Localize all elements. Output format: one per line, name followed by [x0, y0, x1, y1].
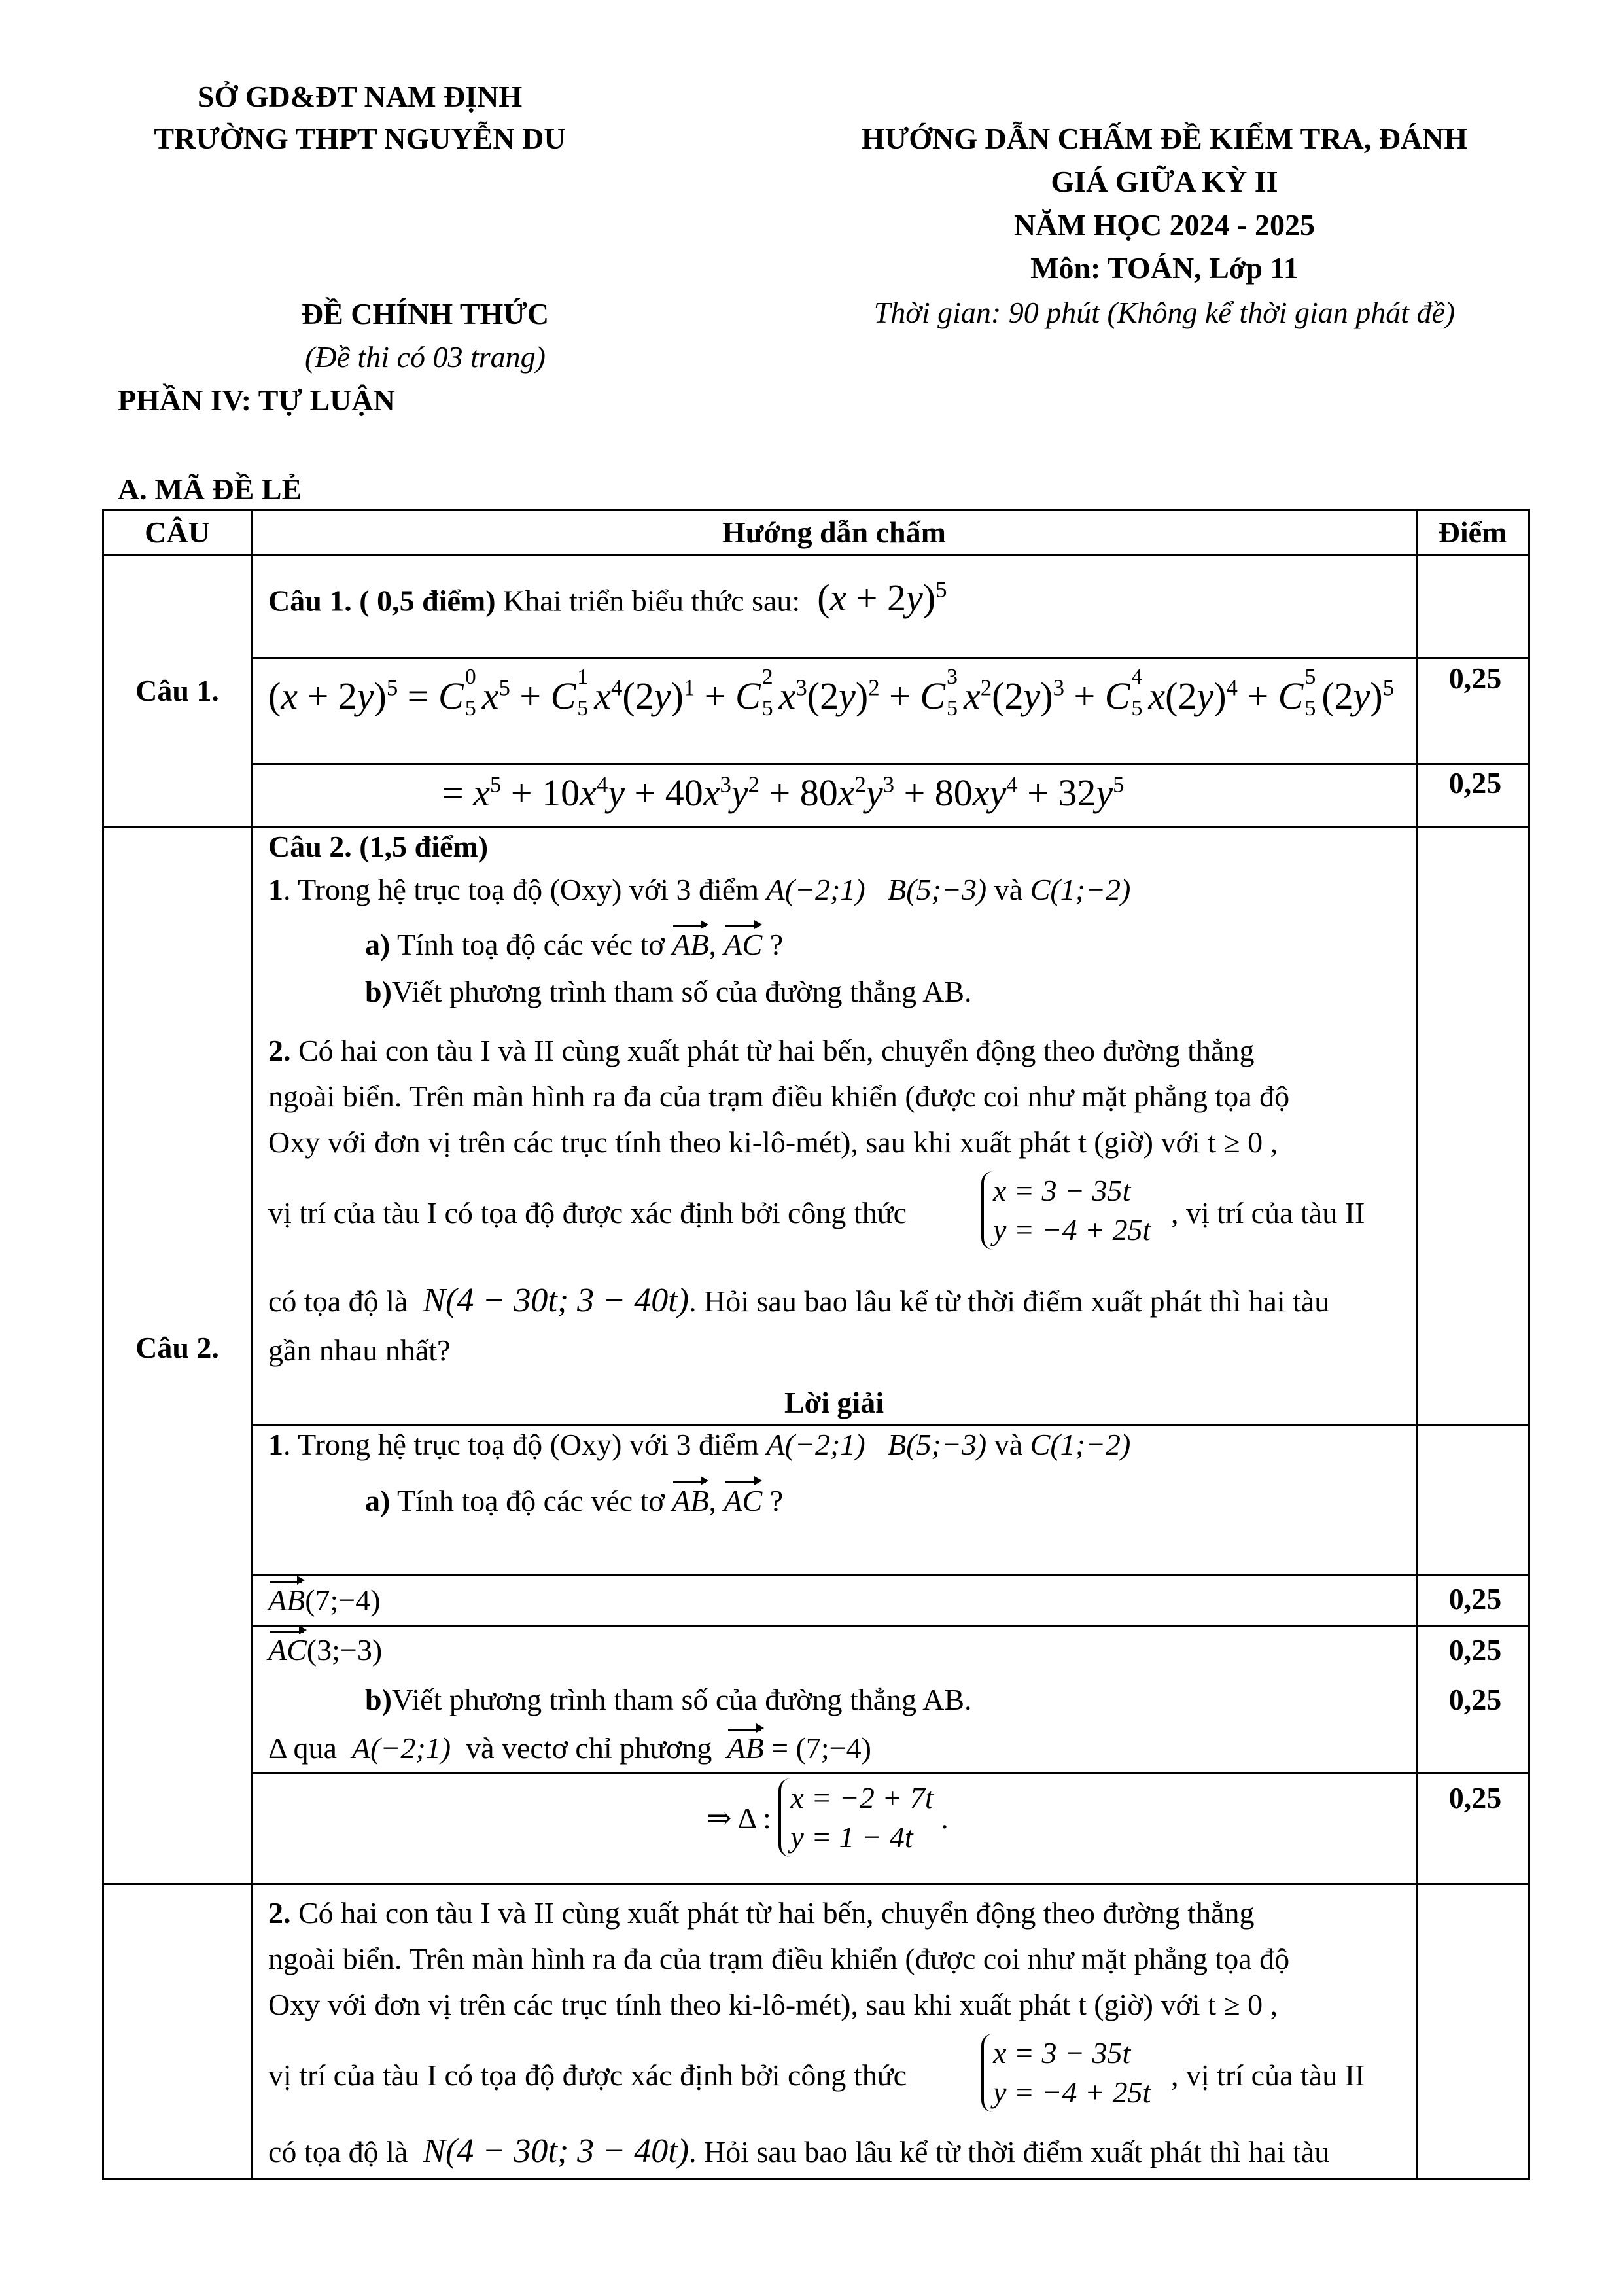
- pages-note: (Đề thi có 03 trang): [305, 340, 546, 374]
- part-title: PHẦN IV: TỰ LUẬN: [118, 383, 395, 417]
- q1-expression: $(x + 2y)^5$: [807, 576, 947, 620]
- q2-part2-line4a: vị trí của tàu I có tọa độ được xác định bởi công thức: [268, 1196, 907, 1229]
- q1-title: [268, 569, 947, 622]
- ship-i-system: [981, 1171, 1151, 1250]
- q1-title-text: Khai triển biểu thức sau:: [495, 584, 801, 618]
- q1-score-2: 0,25: [1448, 766, 1502, 800]
- delta-dot: .: [941, 1801, 949, 1835]
- q2-part2-line1-text: Có hai con tàu I và II cùng xuất phát từ hai bến, chuyển động theo đường thẳng: [290, 1034, 1255, 1067]
- sol-part2-line4a: vị trí của tàu I có tọa độ được xác định bởi công thức: [268, 2058, 907, 2092]
- sol-ship-ii-position: N(4 − 30t; 3 − 40t): [423, 2132, 689, 2170]
- sol-part2-line5b: . Hỏi sau bao lâu kể từ thời điểm xuất phát thì hai tàu: [689, 2135, 1330, 2168]
- and-word: và: [994, 873, 1023, 906]
- sol-point-c: C(1;−2): [1030, 1428, 1131, 1461]
- sol-point-b: B(5;−3): [888, 1428, 987, 1461]
- sol-b-label: b): [365, 1683, 392, 1716]
- vector-ab: AB: [672, 924, 708, 966]
- sol-part1-text: . Trong hệ trục toạ độ (Oxy) với 3 điểm: [283, 1428, 759, 1461]
- q2-part2-line4b: , vị trí của tàu II: [1171, 1196, 1365, 1229]
- score-ac: 0,25: [1448, 1633, 1502, 1667]
- line-delta-description: [268, 1727, 871, 1769]
- doc-title-line1: HƯỚNG DẪN CHẤM ĐỀ KIỂM TRA, ĐÁNH: [861, 122, 1468, 155]
- q2-part2-line3: Oxy với đơn vị trên các trục tính theo ki-lô-mét), sau khi xuất phát t (giờ) với t ≥ 0 ,: [268, 1125, 1278, 1159]
- sol-part2-line2: ngoài biển. Trên màn hình ra đa của trạm điều khiển (được coi như mặt phẳng tọa độ: [268, 1942, 1290, 1975]
- q2-part2-line5a: có tọa độ là: [268, 1284, 408, 1318]
- sol-vector-ab: AB: [672, 1480, 708, 1522]
- sol-part2-line1: [268, 1892, 1255, 1934]
- sol-part1-num: 1: [268, 1428, 283, 1461]
- department-name: SỞ GD&ĐT NAM ĐỊNH: [197, 80, 523, 113]
- vector-ac: AC: [724, 924, 762, 966]
- score-delta: 0,25: [1448, 1781, 1502, 1814]
- school-year: NĂM HỌC 2024 - 2025: [1014, 208, 1315, 241]
- solution-heading: Lời giải: [784, 1386, 884, 1419]
- line-delta-parametric: [707, 1778, 949, 1857]
- q2-part1b: [365, 971, 972, 1013]
- point-a: A(−2;1): [766, 873, 865, 906]
- q1-binomial-expansion: $(x + 2y)^5 = C$ 0 5 $x^5 + C$ 1 5 $x^4(2y)^1 + C$ 2 5 $x^3(2y)^2 + C$ 3 5 $x^2(2y)^3 + C$ 4 5 $x(2y)^4 + C$ 5 5 $(2y)^5$: [268, 665, 1395, 720]
- score-ab: 0,25: [1448, 1582, 1502, 1616]
- q1-score-1: 0,25: [1448, 662, 1502, 695]
- q2-part2-line5: [268, 1280, 1329, 1322]
- ship-i-y: y = −4 + 25t: [993, 1213, 1151, 1246]
- q2-part2-line2: ngoài biển. Trên màn hình ra đa của trạm điều khiển (được coi như mặt phẳng tọa độ: [268, 1080, 1290, 1113]
- q2-part2-line1: [268, 1030, 1255, 1072]
- vector-ab-result: [268, 1580, 381, 1621]
- implies-delta: ⇒ Δ :: [707, 1801, 771, 1835]
- section-title: A. MÃ ĐỀ LẺ: [118, 472, 302, 506]
- doc-title-line2: GIÁ GIỮA KỲ II: [1051, 165, 1278, 198]
- sol-part2-num: 2.: [268, 1896, 291, 1930]
- q2-b-label: b): [365, 975, 392, 1008]
- sol-ship-i-y: y = −4 + 25t: [993, 2075, 1151, 2109]
- sol-ship-i-x: x = 3 − 35t: [993, 2036, 1131, 2070]
- q1-label: Câu 1.: [135, 674, 219, 707]
- point-b: B(5;−3): [888, 873, 987, 906]
- sol-vector-ac: AC: [724, 1480, 762, 1522]
- sol-part2-line5: [268, 2130, 1329, 2173]
- ab-value: (7;−4): [305, 1583, 381, 1617]
- sol-part1-statement: [268, 1424, 1130, 1466]
- sol-part2-line4b: , vị trí của tàu II: [1171, 2058, 1365, 2092]
- q2-part2-line5b: . Hỏi sau bao lâu kể từ thời điểm xuất phát thì hai tàu: [689, 1284, 1330, 1318]
- sol-part2-line5a: có tọa độ là: [268, 2135, 408, 2168]
- score-b: 0,25: [1448, 1683, 1502, 1716]
- sol-a-label: a): [365, 1484, 391, 1517]
- sol-part2-line3: Oxy với đơn vị trên các trục tính theo ki-lô-mét), sau khi xuất phát t (giờ) với t ≥ 0 ,: [268, 1988, 1278, 2021]
- sol-a-text: Tính toạ độ các véc tơ: [390, 1484, 665, 1517]
- q2-b-text: Viết phương trình tham số của đường thẳng AB.: [391, 975, 972, 1008]
- sol-a-question: ?: [762, 1484, 784, 1517]
- q2-part2-num: 2.: [268, 1034, 291, 1067]
- time-note: Thời gian: 90 phút (Không kể thời gian phát đề): [873, 296, 1456, 329]
- delta-vector-ab: AB: [727, 1727, 763, 1769]
- q2-label: Câu 2.: [135, 1331, 219, 1364]
- school-name: TRƯỜNG THPT NGUYỄN DU: [154, 122, 566, 155]
- sol-part1a: a) Tính toạ độ các véc tơ AB, AC ?: [365, 1480, 783, 1522]
- delta-ab-eq: = (7;−4): [771, 1731, 871, 1765]
- point-c: C(1;−2): [1030, 873, 1131, 906]
- official-label: ĐỀ CHÍNH THỨC: [301, 297, 550, 330]
- sol-point-a: A(−2;1): [766, 1428, 865, 1461]
- q2-a-label: a): [365, 928, 391, 961]
- col-header-score: Điểm: [1438, 516, 1507, 549]
- delta-y: y = 1 − 4t: [790, 1820, 913, 1854]
- q2-part1-num: 1: [268, 873, 283, 906]
- res-vector-ab: AB: [268, 1580, 305, 1621]
- delta-x: x = −2 + 7t: [790, 1781, 934, 1814]
- delta-point-a: A(−2;1): [351, 1731, 451, 1765]
- ship-i-x: x = 3 − 35t: [993, 1174, 1131, 1207]
- delta-text-1: Δ qua: [268, 1731, 337, 1765]
- vector-ac-result: [268, 1629, 382, 1671]
- sol-ship-i-system: [981, 2034, 1151, 2112]
- q2-title: Câu 2. (1,5 điểm): [268, 830, 489, 863]
- sol-and-word: và: [994, 1428, 1023, 1461]
- q2-part1-text: . Trong hệ trục toạ độ (Oxy) với 3 điểm: [283, 873, 759, 906]
- col-header-guide: Hướng dẫn chấm: [722, 516, 946, 549]
- res-vector-ac: AC: [268, 1629, 307, 1671]
- sol-part1b: [365, 1679, 972, 1721]
- subject: Môn: TOÁN, Lớp 11: [1030, 251, 1299, 285]
- q1-title-bold: Câu 1. ( 0,5 điểm): [268, 584, 496, 618]
- sol-part2-line1-text: Có hai con tàu I và II cùng xuất phát từ hai bến, chuyển động theo đường thẳng: [290, 1896, 1255, 1930]
- q2-a-question: ?: [762, 928, 784, 961]
- ac-value: (3;−3): [306, 1633, 383, 1667]
- ship-ii-position: N(4 − 30t; 3 − 40t): [423, 1282, 689, 1319]
- q2-part1a: a) Tính toạ độ các véc tơ AB, AC ?: [365, 924, 783, 966]
- delta-text-2: và vectơ chỉ phương: [466, 1731, 712, 1765]
- q2-part1-statement: [268, 869, 1130, 911]
- sol-b-text: Viết phương trình tham số của đường thẳng AB.: [391, 1683, 972, 1716]
- q1-result: = $x^5 + 10x^4y + 40x^3y^2 + 80x^2y^3 + 80xy^4 + 32y^5$: [442, 771, 1125, 814]
- q2-a-text: Tính toạ độ các véc tơ: [390, 928, 665, 961]
- col-header-cau: CÂU: [145, 516, 210, 549]
- q2-part2-line6: gần nhau nhất?: [268, 1333, 451, 1367]
